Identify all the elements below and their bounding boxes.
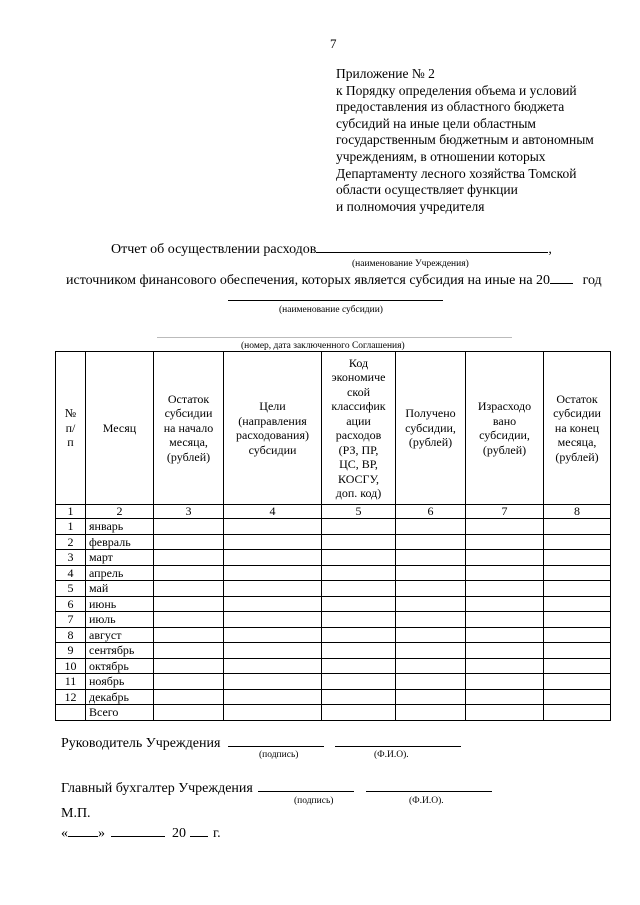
value-cell[interactable]: [396, 705, 466, 721]
appendix-line: и полномочия учредителя: [336, 198, 485, 214]
appendix-header: [336, 66, 626, 215]
appendix-line: государственным бюджетным и автономным: [336, 132, 594, 148]
value-cell[interactable]: [466, 596, 544, 612]
row-number-cell: [56, 705, 86, 721]
date-day-blank: [68, 824, 98, 837]
row-number-cell: 5: [56, 581, 86, 597]
table-header-row: [56, 352, 611, 505]
value-cell[interactable]: [466, 643, 544, 659]
value-cell[interactable]: [396, 581, 466, 597]
report-title-suffix: ,: [548, 242, 552, 257]
value-cell[interactable]: [322, 689, 396, 705]
table-row: [56, 674, 611, 690]
value-cell[interactable]: [466, 550, 544, 566]
value-cell[interactable]: [466, 612, 544, 628]
value-cell[interactable]: [322, 565, 396, 581]
subsidy-caption: (наименование субсидии): [279, 305, 383, 315]
month-cell: март: [86, 550, 154, 566]
value-cell[interactable]: [544, 643, 611, 659]
report-table: [55, 351, 611, 721]
month-cell: ноябрь: [86, 674, 154, 690]
table-row: [56, 519, 611, 535]
value-cell[interactable]: [396, 627, 466, 643]
head-label: Руководитель Учреждения: [61, 736, 221, 751]
value-cell[interactable]: [322, 550, 396, 566]
value-cell[interactable]: [224, 596, 322, 612]
value-cell[interactable]: [322, 519, 396, 535]
month-cell: июль: [86, 612, 154, 628]
column-number: 1: [56, 505, 86, 519]
report-title-prefix: Отчет об осуществлении расходов: [111, 242, 317, 257]
value-cell[interactable]: [396, 519, 466, 535]
report-table-body: [56, 519, 611, 721]
value-cell[interactable]: [224, 534, 322, 550]
value-cell[interactable]: [322, 534, 396, 550]
table-row: [56, 689, 611, 705]
value-cell[interactable]: [224, 674, 322, 690]
funding-source-line: [66, 271, 602, 289]
row-number-cell: 6: [56, 596, 86, 612]
appendix-line: области осуществляет функции: [336, 182, 518, 198]
value-cell[interactable]: [396, 596, 466, 612]
table-row: [56, 581, 611, 597]
value-cell[interactable]: [154, 565, 224, 581]
value-cell[interactable]: [396, 550, 466, 566]
year-suffix: год: [582, 273, 602, 288]
value-cell[interactable]: [396, 658, 466, 674]
value-cell[interactable]: [466, 534, 544, 550]
accountant-name-caption: (Ф.И.О).: [409, 796, 444, 806]
table-row: [56, 643, 611, 659]
value-cell[interactable]: [154, 674, 224, 690]
accountant-name-blank: [366, 779, 492, 792]
table-row: [56, 596, 611, 612]
appendix-line: Департаменту лесного хозяйства Томской: [336, 165, 577, 181]
value-cell[interactable]: [544, 519, 611, 535]
value-cell[interactable]: [322, 581, 396, 597]
date-month-blank: [111, 824, 165, 837]
value-cell[interactable]: [466, 519, 544, 535]
value-cell[interactable]: [154, 534, 224, 550]
value-cell[interactable]: [466, 627, 544, 643]
accountant-label: Главный бухгалтер Учреждения: [61, 781, 253, 796]
value-cell[interactable]: [154, 658, 224, 674]
subsidy-name-line: [228, 300, 443, 301]
value-cell[interactable]: [322, 596, 396, 612]
value-cell[interactable]: [154, 550, 224, 566]
value-cell[interactable]: [154, 689, 224, 705]
value-cell[interactable]: [544, 534, 611, 550]
value-cell[interactable]: [466, 689, 544, 705]
value-cell[interactable]: [224, 643, 322, 659]
header-budget-code: Код экономиче ской классифик ации расходов (РЗ, ПР, ЦС, ВР, КОСГУ, доп. код): [322, 352, 396, 505]
head-name-blank: [335, 734, 461, 747]
value-cell[interactable]: [396, 643, 466, 659]
institution-blank: [316, 240, 548, 253]
page-number: 7: [330, 36, 337, 51]
column-number: 7: [466, 505, 544, 519]
appendix-line: к Порядку определения объема и условий: [336, 82, 577, 98]
value-cell[interactable]: [544, 627, 611, 643]
value-cell[interactable]: [544, 565, 611, 581]
value-cell[interactable]: [396, 534, 466, 550]
value-cell[interactable]: [224, 565, 322, 581]
table-row: [56, 612, 611, 628]
row-number-cell: 1: [56, 519, 86, 535]
value-cell[interactable]: [466, 658, 544, 674]
head-signature-caption: (подпись): [259, 750, 299, 760]
stamp-label: М.П.: [61, 806, 91, 821]
value-cell[interactable]: [466, 581, 544, 597]
row-number-cell: 8: [56, 627, 86, 643]
table-row: [56, 565, 611, 581]
appendix-line: субсидий на иные цели областным: [336, 115, 536, 131]
value-cell[interactable]: [322, 643, 396, 659]
value-cell[interactable]: [224, 519, 322, 535]
header-number: № п/ п: [56, 352, 86, 505]
value-cell[interactable]: [322, 627, 396, 643]
month-cell: Всего: [86, 705, 154, 721]
value-cell[interactable]: [322, 612, 396, 628]
month-cell: апрель: [86, 565, 154, 581]
table-row: [56, 658, 611, 674]
value-cell[interactable]: [544, 658, 611, 674]
head-signature-blank: [228, 734, 324, 747]
month-cell: август: [86, 627, 154, 643]
value-cell[interactable]: [396, 689, 466, 705]
value-cell[interactable]: [466, 674, 544, 690]
value-cell[interactable]: [154, 705, 224, 721]
table-row: [56, 550, 611, 566]
value-cell[interactable]: [544, 596, 611, 612]
column-number: 8: [544, 505, 611, 519]
value-cell[interactable]: [544, 612, 611, 628]
row-number-cell: 10: [56, 658, 86, 674]
accountant-signature-caption: (подпись): [294, 796, 334, 806]
institution-caption: (наименование Учреждения): [352, 259, 469, 269]
table-row: [56, 705, 611, 721]
row-number-cell: 4: [56, 565, 86, 581]
value-cell[interactable]: [466, 565, 544, 581]
header-purpose: Цели (направления расходования) субсидии: [224, 352, 322, 505]
value-cell[interactable]: [322, 658, 396, 674]
row-number-cell: 2: [56, 534, 86, 550]
row-number-cell: 9: [56, 643, 86, 659]
month-cell: июнь: [86, 596, 154, 612]
value-cell[interactable]: [396, 565, 466, 581]
accountant-signature-line: [61, 779, 492, 797]
value-cell[interactable]: [224, 581, 322, 597]
value-cell[interactable]: [154, 643, 224, 659]
accountant-signature-blank: [258, 779, 354, 792]
month-cell: сентябрь: [86, 643, 154, 659]
date-close-quote: »: [98, 826, 105, 841]
value-cell[interactable]: [544, 705, 611, 721]
row-number-cell: 3: [56, 550, 86, 566]
date-year-blank: [190, 824, 208, 837]
value-cell[interactable]: [544, 689, 611, 705]
row-number-cell: 12: [56, 689, 86, 705]
value-cell[interactable]: [224, 627, 322, 643]
column-number: 4: [224, 505, 322, 519]
head-name-caption: (Ф.И.О).: [374, 750, 409, 760]
table-row: [56, 627, 611, 643]
value-cell[interactable]: [544, 581, 611, 597]
row-number-cell: 7: [56, 612, 86, 628]
agreement-caption: (номер, дата заключенного Соглашения): [241, 341, 405, 351]
agreement-line: [157, 337, 512, 338]
column-number: 5: [322, 505, 396, 519]
value-cell[interactable]: [154, 581, 224, 597]
value-cell[interactable]: [224, 689, 322, 705]
value-cell[interactable]: [466, 705, 544, 721]
header-received: Получено субсидии, (рублей): [396, 352, 466, 505]
date-line: [61, 824, 221, 842]
column-number: 3: [154, 505, 224, 519]
value-cell[interactable]: [396, 612, 466, 628]
row-number-cell: 11: [56, 674, 86, 690]
header-spent: Израсходо вано субсидии, (рублей): [466, 352, 544, 505]
value-cell[interactable]: [224, 612, 322, 628]
value-cell[interactable]: [224, 658, 322, 674]
year-blank: [550, 271, 573, 284]
column-number-row: [56, 505, 611, 519]
value-cell[interactable]: [154, 612, 224, 628]
report-title: [111, 240, 552, 258]
month-cell: февраль: [86, 534, 154, 550]
header-opening-balance: Остаток субсидии на начало месяца, (рублей): [154, 352, 224, 505]
table-row: [56, 534, 611, 550]
column-number: 2: [86, 505, 154, 519]
header-closing-balance: Остаток субсидии на конец месяца, (рублей): [544, 352, 611, 505]
appendix-line: Приложение № 2: [336, 66, 435, 81]
month-cell: январь: [86, 519, 154, 535]
value-cell[interactable]: [322, 705, 396, 721]
date-end: г.: [213, 826, 221, 841]
value-cell[interactable]: [396, 674, 466, 690]
value-cell[interactable]: [224, 550, 322, 566]
month-cell: май: [86, 581, 154, 597]
value-cell[interactable]: [154, 596, 224, 612]
funding-source-text: источником финансового обеспечения, которых является субсидия на иные на 20: [66, 273, 551, 288]
month-cell: октябрь: [86, 658, 154, 674]
value-cell[interactable]: [544, 550, 611, 566]
date-open-quote: «: [61, 826, 68, 841]
month-cell: декабрь: [86, 689, 154, 705]
header-month: Месяц: [86, 352, 154, 505]
value-cell[interactable]: [224, 705, 322, 721]
column-number: 6: [396, 505, 466, 519]
value-cell[interactable]: [154, 519, 224, 535]
date-year-prefix: 20: [172, 826, 186, 841]
value-cell[interactable]: [154, 627, 224, 643]
appendix-line: учреждениям, в отношении которых: [336, 148, 546, 164]
appendix-line: предоставления из областного бюджета: [336, 99, 565, 115]
value-cell[interactable]: [544, 674, 611, 690]
value-cell[interactable]: [322, 674, 396, 690]
